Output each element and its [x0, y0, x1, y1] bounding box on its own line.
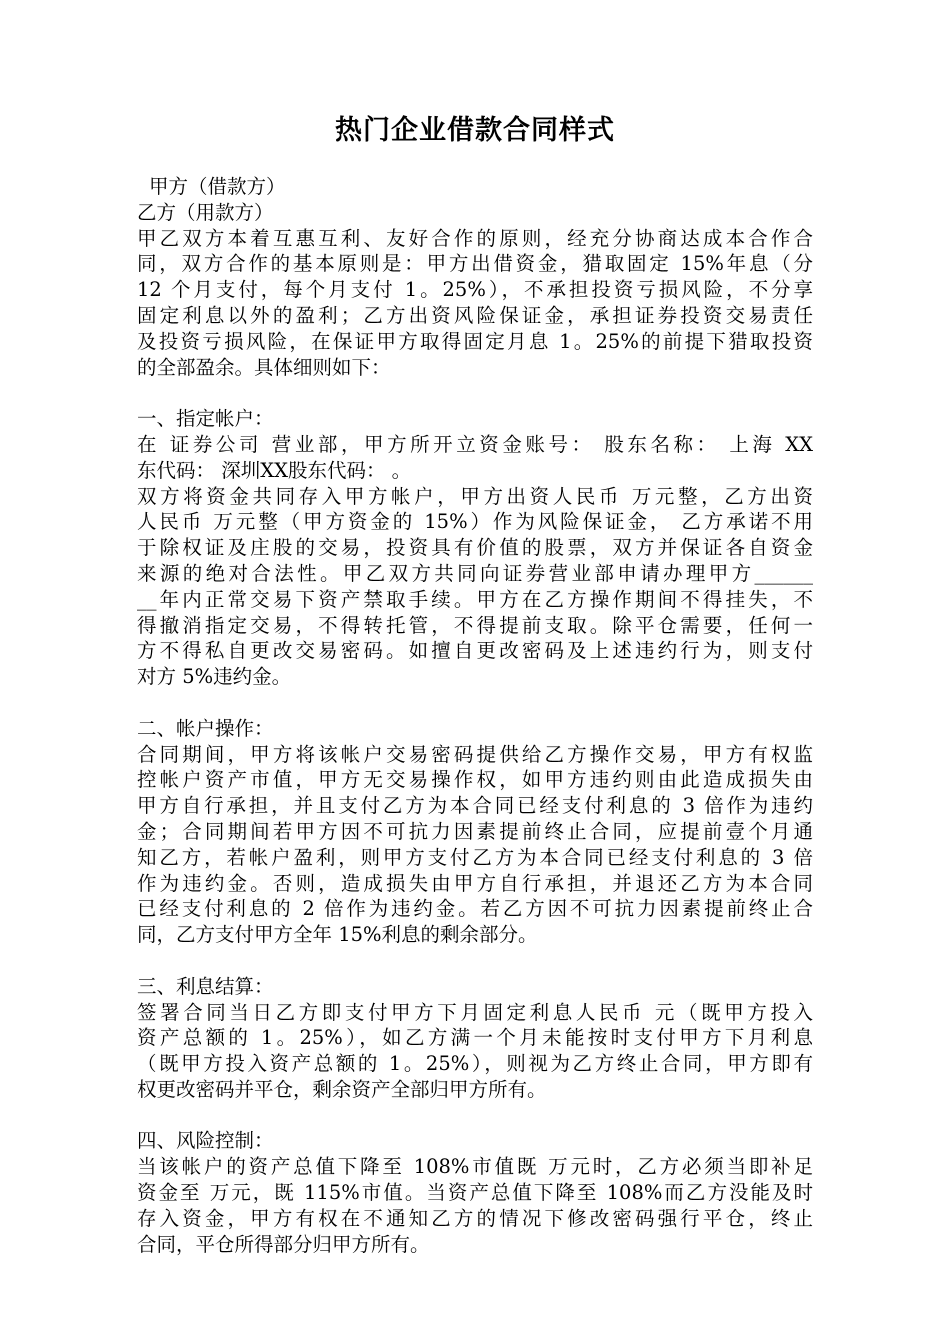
section-heading: 二、帐户操作： [137, 716, 274, 740]
section-heading: 一、指定帐户： [137, 407, 274, 431]
paragraph-line: 固定利息以外的盈利；乙方出资风险保证金，承担证券投资交易责任 [137, 303, 813, 327]
paragraph-line: 控帐户资产市值，甲方无交易操作权，如甲方违约则由此造成损失由 [137, 768, 813, 792]
paragraph-line: 得撤消指定交易，不得转托管，不得提前支取。除平仓需要，任何一 [137, 613, 813, 637]
paragraph-line: 已经支付利息的 2 倍作为违约金。若乙方因不可抗力因素提前终止合 [137, 897, 813, 921]
paragraph-line: 同，乙方支付甲方全年 15%利息的剩余部分。 [137, 923, 538, 947]
paragraph-line: 作为违约金。否则，造成损失由甲方自行承担，并退还乙方为本合同 [137, 871, 813, 895]
paragraph-line: 东代码： 深圳XX股东代码： 。 [137, 458, 412, 482]
paragraph-line: 12 个月支付，每个月支付 1。25%），不承担投资亏损风险，不分享 [137, 278, 813, 302]
section-heading: 四、风险控制： [137, 1129, 274, 1153]
section-4-paragraph [137, 1154, 813, 1257]
spacer [137, 1103, 813, 1129]
paragraph-line: 签署合同当日乙方即支付甲方下月固定利息人民币 元（既甲方投入 [137, 1000, 813, 1024]
spacer [137, 690, 813, 716]
paragraph-line: 资产总额的 1。25%），如乙方满一个月未能按时支付甲方下月利息 [137, 1026, 813, 1050]
party-a: 甲方（借款方） [149, 175, 286, 198]
paragraph-line: 资金至 万元，既 115%市值。当资产总值下降至 108%而乙方没能及时 [137, 1181, 813, 1205]
party-b: 乙方（用款方） [137, 200, 274, 224]
paragraph-line: 及投资亏损风险，在保证甲方取得固定月息 1。25%的前提下猎取投资 [137, 329, 813, 353]
section-heading: 三、利息结算： [137, 974, 274, 998]
paragraph-line: 方不得私自更改交易密码。如擅自更改密码及上述违约行为，则支付 [137, 639, 813, 663]
spacer [137, 380, 813, 406]
paragraph-line: （既甲方投入资产总额的 1。25%），则视为乙方终止合同，甲方即有 [137, 1052, 813, 1076]
paragraph-line: 当该帐户的资产总值下降至 108%市值既 万元时，乙方必须当即补足 [137, 1155, 813, 1179]
paragraph-line: 的全部盈余。具体细则如下： [137, 355, 391, 379]
paragraph-line: 于除权证及庄股的交易，投资具有价值的股票，双方并保证各自资金 [137, 536, 813, 560]
paragraph-line: 双方将资金共同存入甲方帐户，甲方出资人民币 万元整，乙方出资 [137, 484, 813, 508]
paragraph-line: 合同，平仓所得部分归甲方所有。 [137, 1232, 430, 1256]
document-title: 热门企业借款合同样式 [335, 115, 615, 146]
paragraph-line: 甲乙双方本着互惠互利、友好合作的原则，经充分协商达成本合作合 [137, 226, 813, 250]
paragraph-line: 在 证券公司 营业部，甲方所开立资金账号： 股东名称： 上海 XX [137, 432, 813, 456]
paragraph-line: __年内正常交易下资产禁取手续。甲方在乙方操作期间不得挂失，不 [137, 587, 813, 611]
paragraph-line: 合同期间，甲方将该帐户交易密码提供给乙方操作交易，甲方有权监 [137, 742, 813, 766]
paragraph-line: 知乙方，若帐户盈利，则甲方支付乙方为本合同已经支付利息的 3 倍 [137, 845, 813, 869]
paragraph-line: 人民币 万元整（甲方资金的 15%）作为风险保证金， 乙方承诺不用 [137, 510, 813, 534]
paragraph-line: 金；合同期间若甲方因不可抗力因素提前终止合同，应提前壹个月通 [137, 819, 813, 843]
section-1-paragraph [137, 432, 813, 690]
paragraph-line: 权更改密码并平仓，剩余资产全部归甲方所有。 [137, 1077, 547, 1101]
section-2-paragraph [137, 742, 813, 948]
paragraph-line: 来源的绝对合法性。甲乙双方共同向证券营业部申请办理甲方______ [137, 561, 813, 585]
section-3-paragraph [137, 1000, 813, 1103]
paragraph-line: 存入资金，甲方有权在不通知乙方的情况下修改密码强行平仓，终止 [137, 1206, 813, 1230]
spacer [137, 948, 813, 974]
paragraph-line: 同，双方合作的基本原则是：甲方出借资金，猎取固定 15%年息（分 [137, 252, 813, 276]
document-body [137, 174, 813, 1257]
paragraph-line: 甲方自行承担，并且支付乙方为本合同已经支付利息的 3 倍作为违约 [137, 794, 813, 818]
intro-paragraph [137, 226, 813, 381]
paragraph-line: 对方 5%违约金。 [137, 665, 292, 689]
